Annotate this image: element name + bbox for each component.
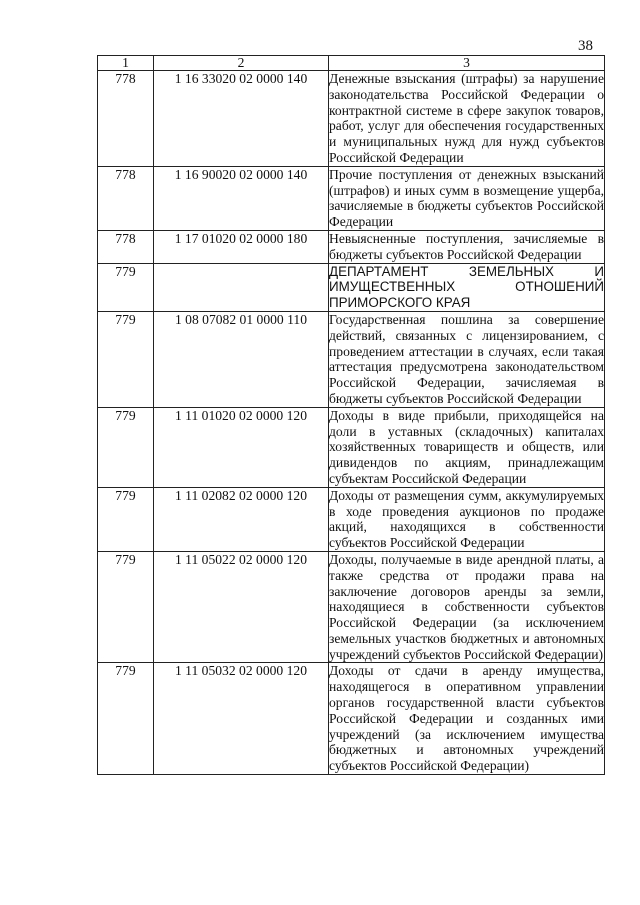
kbk-code-cell: 1 11 02082 02 0000 120 (154, 487, 329, 551)
page-number: 38 (578, 38, 593, 54)
kbk-code-cell: 1 11 01020 02 0000 120 (154, 407, 329, 487)
table-row (98, 166, 605, 230)
table-row (98, 663, 605, 775)
admin-code-cell: 778 (98, 166, 154, 230)
admin-code-cell: 778 (98, 71, 154, 167)
kbk-code-cell (154, 263, 329, 311)
kbk-code-cell: 1 17 01020 02 0000 180 (154, 230, 329, 263)
table-header-row (98, 56, 605, 71)
admin-code-cell: 779 (98, 407, 154, 487)
kbk-code-cell: 1 11 05032 02 0000 120 (154, 663, 329, 775)
column-header-3: 3 (329, 56, 605, 71)
admin-code-cell: 779 (98, 663, 154, 775)
description-cell: Прочие поступления от денежных взысканий (штрафов) и иных сумм в возмещение ущерба, зачисляемые в бюджеты субъектов Российской Федерации (329, 166, 604, 230)
column-header-1: 1 (98, 56, 154, 71)
description-cell: Невыясненные поступления, зачисляемые в бюджеты субъектов Российской Федерации (329, 230, 604, 262)
table-row (98, 487, 605, 551)
description-cell: Государственная пошлина за совершение действий, связанных с лицензированием, с проведением аттестации в случаях, если такая аттестация предусмотрена законодательством Российской Федерации, зачисляемая в бюджеты субъектов Российской Федерации (329, 311, 604, 406)
budget-codes-table (97, 55, 605, 775)
table-row (98, 230, 605, 263)
admin-code-cell: 779 (98, 551, 154, 663)
column-header-2: 2 (154, 56, 329, 71)
description-cell: Доходы, получаемые в виде арендной платы, а также средства от продажи права на заключение договоров аренды за земли, находящиеся в собственности субъектов Российской Федерации (за исключением земельных участков бюджетных и автономных учреждений субъектов Российской Федерации) (329, 551, 604, 662)
table-row (98, 407, 605, 487)
table-row (98, 311, 605, 407)
admin-code-cell: 778 (98, 230, 154, 263)
department-heading-cell: ДЕПАРТАМЕНТ ЗЕМЕЛЬНЫХ И ИМУЩЕСТВЕННЫХ ОТНОШЕНИЙ ПРИМОРСКОГО КРАЯ (329, 263, 604, 311)
table-row (98, 263, 605, 311)
kbk-code-cell: 1 11 05022 02 0000 120 (154, 551, 329, 663)
description-cell: Денежные взыскания (штрафы) за нарушение законодательства Российской Федерации о контрактной системе в сфере закупок товаров, работ, услуг для обеспечения государственных и муниципальных нужд для нужд субъектов Российской Федерации (329, 71, 604, 165)
description-cell: Доходы в виде прибыли, приходящейся на доли в уставных (складочных) капиталах хозяйственных товариществ и обществ, или дивидендов по акциям, принадлежащим субъектам Российской Федерации (329, 407, 604, 486)
kbk-code-cell: 1 16 33020 02 0000 140 (154, 71, 329, 167)
description-cell: Доходы от сдачи в аренду имущества, находящегося в оперативном управлении органов государственной власти субъектов Российской Федерации и созданных ими учреждений (за исключением имущества бюджетных и автономных учреждений субъектов Российской Федерации) (329, 663, 604, 774)
admin-code-cell: 779 (98, 311, 154, 407)
table-row (98, 71, 605, 167)
admin-code-cell: 779 (98, 263, 154, 311)
description-cell: Доходы от размещения сумм, аккумулируемых в ходе проведения аукционов по продаже акций, находящихся в собственности субъектов Российской Федерации (329, 487, 604, 551)
kbk-code-cell: 1 16 90020 02 0000 140 (154, 166, 329, 230)
kbk-code-cell: 1 08 07082 01 0000 110 (154, 311, 329, 407)
table-row (98, 551, 605, 663)
admin-code-cell: 779 (98, 487, 154, 551)
